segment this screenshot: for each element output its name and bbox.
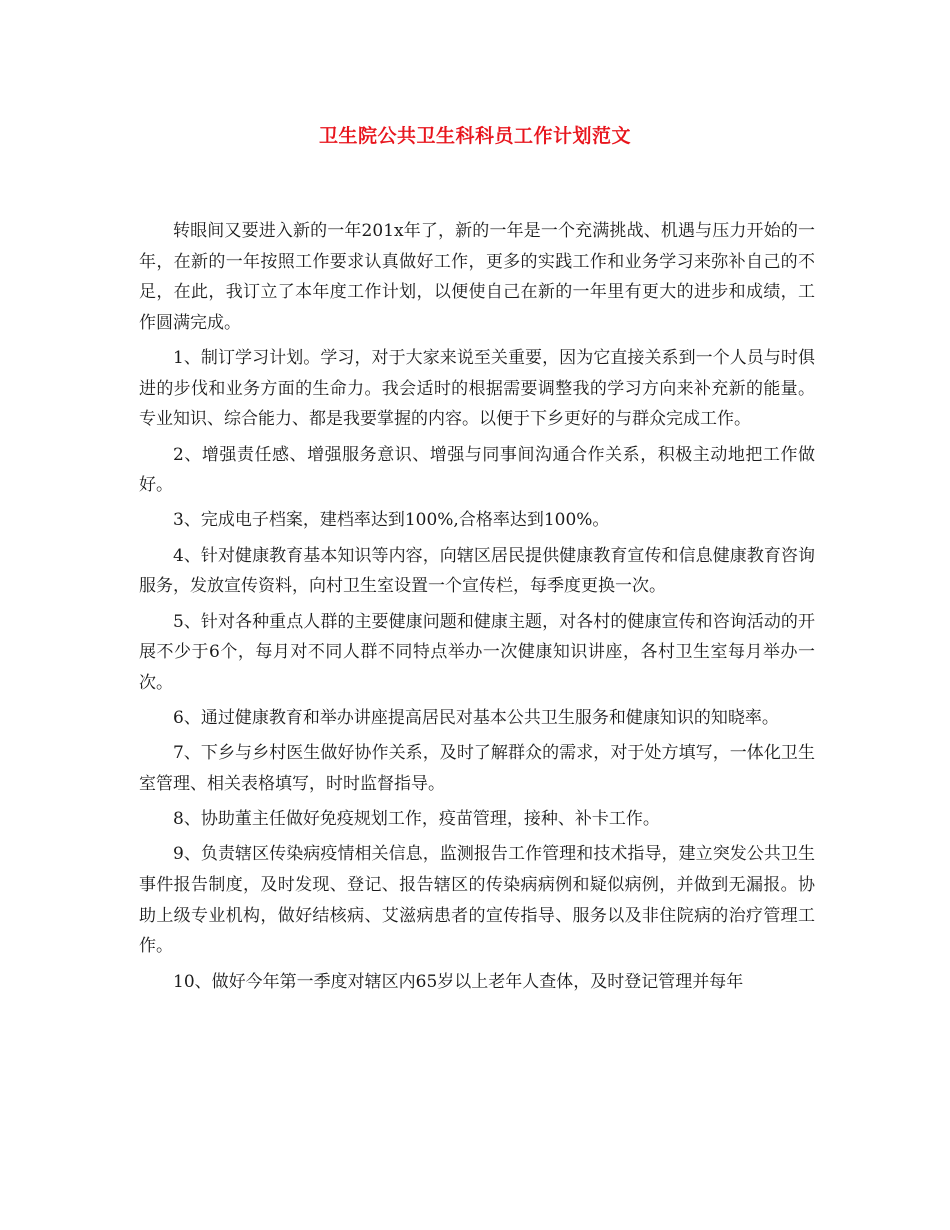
plan-item-3: 3、完成电子档案，建档率达到100%,合格率达到100%。 — [173, 510, 610, 531]
plan-item-4: 4、针对健康教育基本知识等内容，向辖区居民提供健康教育宣传和信息健康教育咨询服务，发放宣传资料，向村卫生室设置一个宣传栏，每季度更换一次。 — [139, 545, 815, 597]
document-title: 卫生院公共卫生科科员工作计划范文 — [318, 125, 631, 147]
plan-item-1: 1、制订学习计划。学习，对于大家来说至关重要，因为它直接关系到一个人员与时俱进的步伐和业务方面的生命力。我会适时的根据需要调整我的学习方向来补充新的能量。专业知识、综合能力、都是我要掌握的内容。以便于下乡更好的与群众完成工作。 — [139, 348, 815, 430]
plan-item-2: 2、增强责任感、增强服务意识、增强与同事间沟通合作关系，积极主动地把工作做好。 — [139, 444, 815, 496]
plan-item-8: 8、协助董主任做好免疫规划工作，疫苗管理，接种、补卡工作。 — [173, 809, 660, 830]
plan-item-10: 10、做好今年第一季度对辖区内65岁以上老年人查体，及时登记管理并每年 — [173, 971, 744, 992]
plan-item-6: 6、通过健康教育和举办讲座提高居民对基本公共卫生服务和健康知识的知晓率。 — [173, 708, 779, 729]
plan-item-9: 9、负责辖区传染病疫情相关信息，监测报告工作管理和技术指导，建立突发公共卫生事件报告制度，及时发现、登记、报告辖区的传染病病例和疑似病例，并做到无漏报。协助上级专业机构，做好结核病、艾滋病患者的宣传指导、服务以及非住院病的治疗管理工作。 — [139, 844, 815, 957]
intro-paragraph: 转眼间又要进入新的一年201x年了，新的一年是一个充满挑战、机遇与压力开始的一年，在新的一年按照工作要求认真做好工作，更多的实践工作和业务学习来弥补自己的不足，在此，我订立了本年度工作计划，以便使自己在新的一年里有更大的进步和成绩，工作圆满完成。 — [139, 221, 815, 333]
plan-item-5: 5、针对各种重点人群的主要健康问题和健康主题，对各村的健康宣传和咨询活动的开展不少于6个，每月对不同人群不同特点举办一次健康知识讲座，各村卫生室每月举办一次。 — [139, 611, 815, 693]
plan-item-7: 7、下乡与乡村医生做好协作关系，及时了解群众的需求，对于处方填写，一体化卫生室管理、相关表格填写，时时监督指导。 — [139, 743, 815, 794]
document-body — [139, 216, 815, 1002]
